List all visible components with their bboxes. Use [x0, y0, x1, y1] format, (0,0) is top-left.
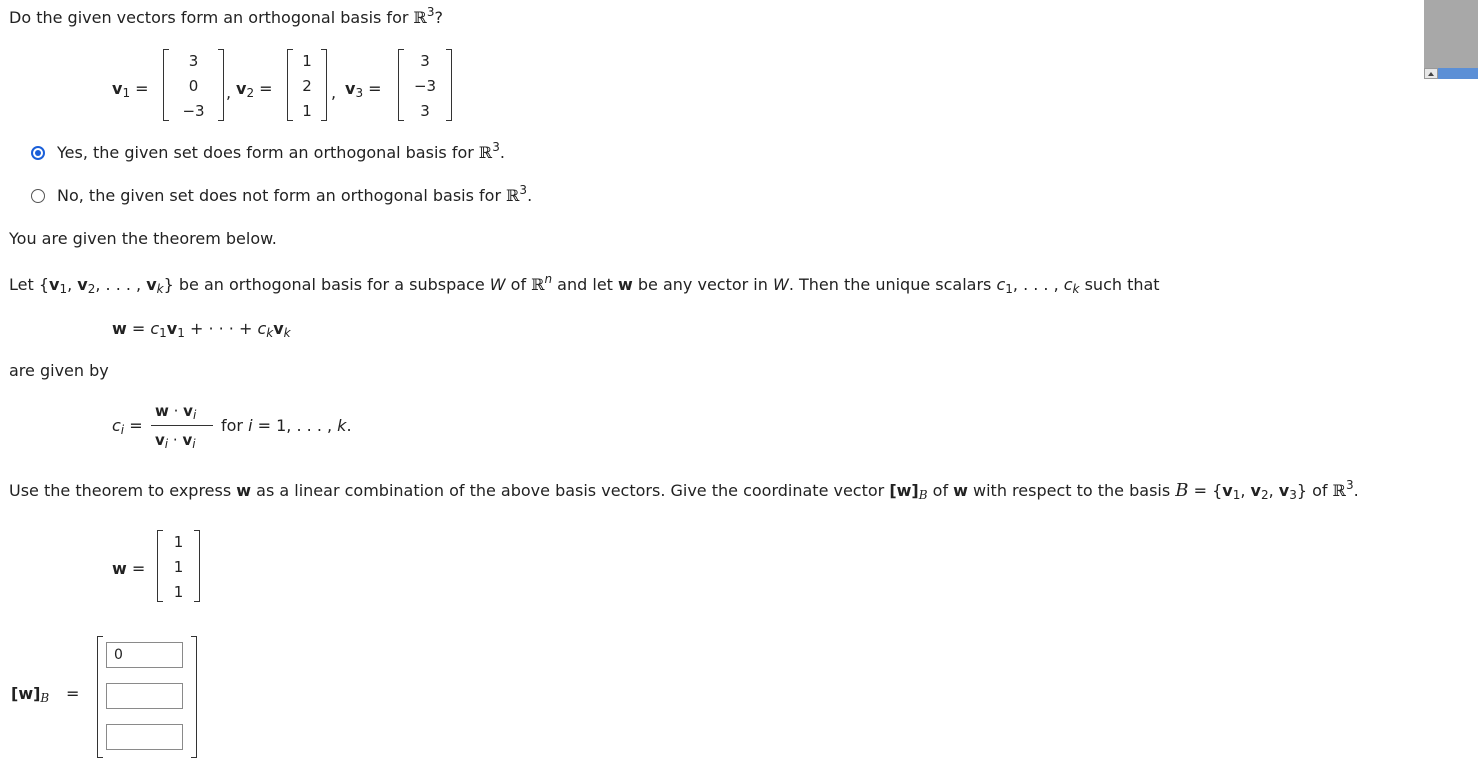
theorem-statement: Let {$v_1$, $v_2$, . . . , $v_k$} be an orthogonal basis for a subspace W of ℝ$^n$ and let w be any vector in W. Then the unique scalars $c_1$, . . . , $c_k$ such that	[9, 272, 1160, 296]
formula-numerator: $w \cdot v_i$	[155, 402, 197, 422]
radio-yes[interactable]	[31, 146, 45, 160]
scrollbar-track[interactable]	[1438, 68, 1478, 79]
formula-range: for i = 1, . . . , k.	[221, 416, 352, 435]
formula-denominator: $v_i \cdot v_i$	[155, 431, 196, 451]
theorem-intro: You are given the theorem below.	[9, 229, 277, 248]
v1-label: $v_1$ =	[112, 79, 149, 100]
radio-no[interactable]	[31, 189, 45, 203]
v2-matrix: 1 2 1	[287, 49, 327, 121]
v3-label: $v_3$ =	[345, 79, 382, 100]
linear-combination: $w = c_1v_1$ + · · · + $c_kv_k$	[112, 319, 291, 340]
given-by-text: are given by	[9, 361, 109, 380]
fraction-bar	[151, 425, 213, 426]
w-label: w =	[112, 559, 146, 578]
real-numbers-symbol: ℝ	[413, 8, 427, 27]
v1-matrix: 3 0 −3	[163, 49, 224, 121]
comma: ,	[226, 83, 232, 102]
formula-lhs: $c_i$ =	[112, 416, 143, 437]
option-yes-label: Yes, the given set does form an orthogonal basis for ℝ$^3$.	[57, 140, 505, 162]
answer-input-3[interactable]	[106, 724, 183, 750]
question-text: Do the given vectors form an orthogonal basis for ℝ$^3$?	[9, 5, 443, 27]
answer-equals: =	[66, 684, 80, 703]
w-matrix: 1 1 1	[157, 530, 200, 602]
answer-input-2[interactable]	[106, 683, 183, 709]
v2-label: $v_2$ =	[236, 79, 273, 100]
answer-input-1[interactable]	[106, 642, 183, 668]
option-no-label: No, the given set does not form an orthogonal basis for ℝ$^3$.	[57, 183, 533, 205]
instruction-text: Use the theorem to express w as a linear combination of the above basis vectors. Give the coordinate vector $[w]_B$ of w with respect to the basis $B = \{v_1$, $v_2$, $v_3$} of ℝ$^3$.	[9, 478, 1359, 502]
comma: ,	[331, 83, 337, 102]
answer-label: $[w]_B$	[11, 684, 50, 705]
v3-matrix: 3 −3 3	[398, 49, 452, 121]
scroll-up-arrow-icon[interactable]	[1424, 68, 1438, 79]
scrollbar-thumb[interactable]	[1424, 0, 1478, 68]
